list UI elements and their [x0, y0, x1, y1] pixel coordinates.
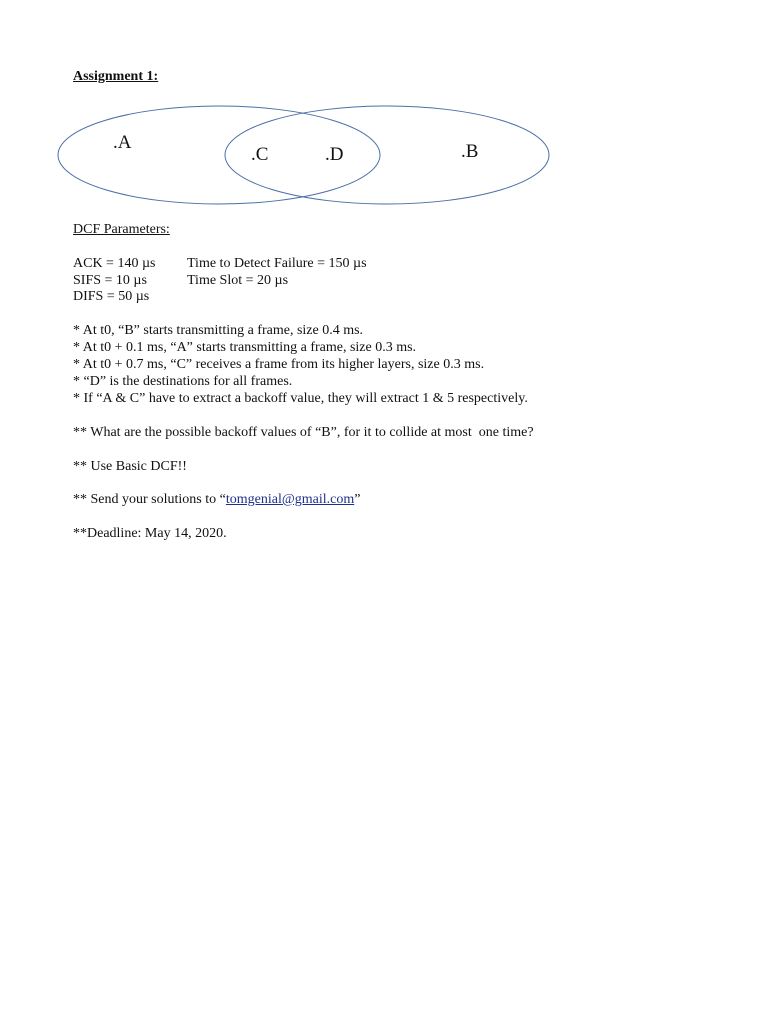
send-solutions-line	[73, 491, 360, 508]
node-c-label: .C	[251, 144, 269, 165]
param-time-slot: Time Slot = 20 µs	[187, 273, 289, 288]
node-b-label: .B	[461, 141, 479, 162]
bullet-item: * At t0 + 0.1 ms, “A” starts transmitting a frame, size 0.3 ms.	[73, 340, 417, 355]
param-sifs: SIFS = 10 µs	[73, 273, 147, 288]
send-suffix: ”	[354, 492, 361, 507]
bullet-item: * If “A & C” have to extract a backoff value, they will extract 1 & 5 respectively.	[73, 391, 528, 406]
bullet-item: * “D” is the destinations for all frames.	[73, 374, 293, 389]
instruction-text: ** Use Basic DCF!!	[73, 459, 187, 474]
email-link[interactable]: tomgenial@gmail.com	[225, 492, 355, 507]
bullet-item: * At t0, “B” starts transmitting a frame, size 0.4 ms.	[73, 323, 364, 338]
param-ack: ACK = 140 µs	[73, 256, 156, 271]
bullet-item: * At t0 + 0.7 ms, “C” receives a frame from its higher layers, size 0.3 ms.	[73, 357, 485, 372]
assignment-title: Assignment 1:	[73, 69, 159, 84]
node-d-label: .D	[325, 144, 344, 165]
param-difs: DIFS = 50 µs	[73, 289, 150, 304]
deadline-text: **Deadline: May 14, 2020.	[73, 526, 227, 541]
node-a-label: .A	[113, 132, 132, 153]
send-prefix: ** Send your solutions to “	[73, 492, 226, 507]
question-text: ** What are the possible backoff values of “B”, for it to collide at most one time?	[73, 425, 534, 440]
param-detect-failure: Time to Detect Failure = 150 µs	[187, 256, 367, 271]
range-ellipse-right	[225, 106, 549, 204]
dcf-heading: DCF Parameters:	[73, 222, 170, 237]
